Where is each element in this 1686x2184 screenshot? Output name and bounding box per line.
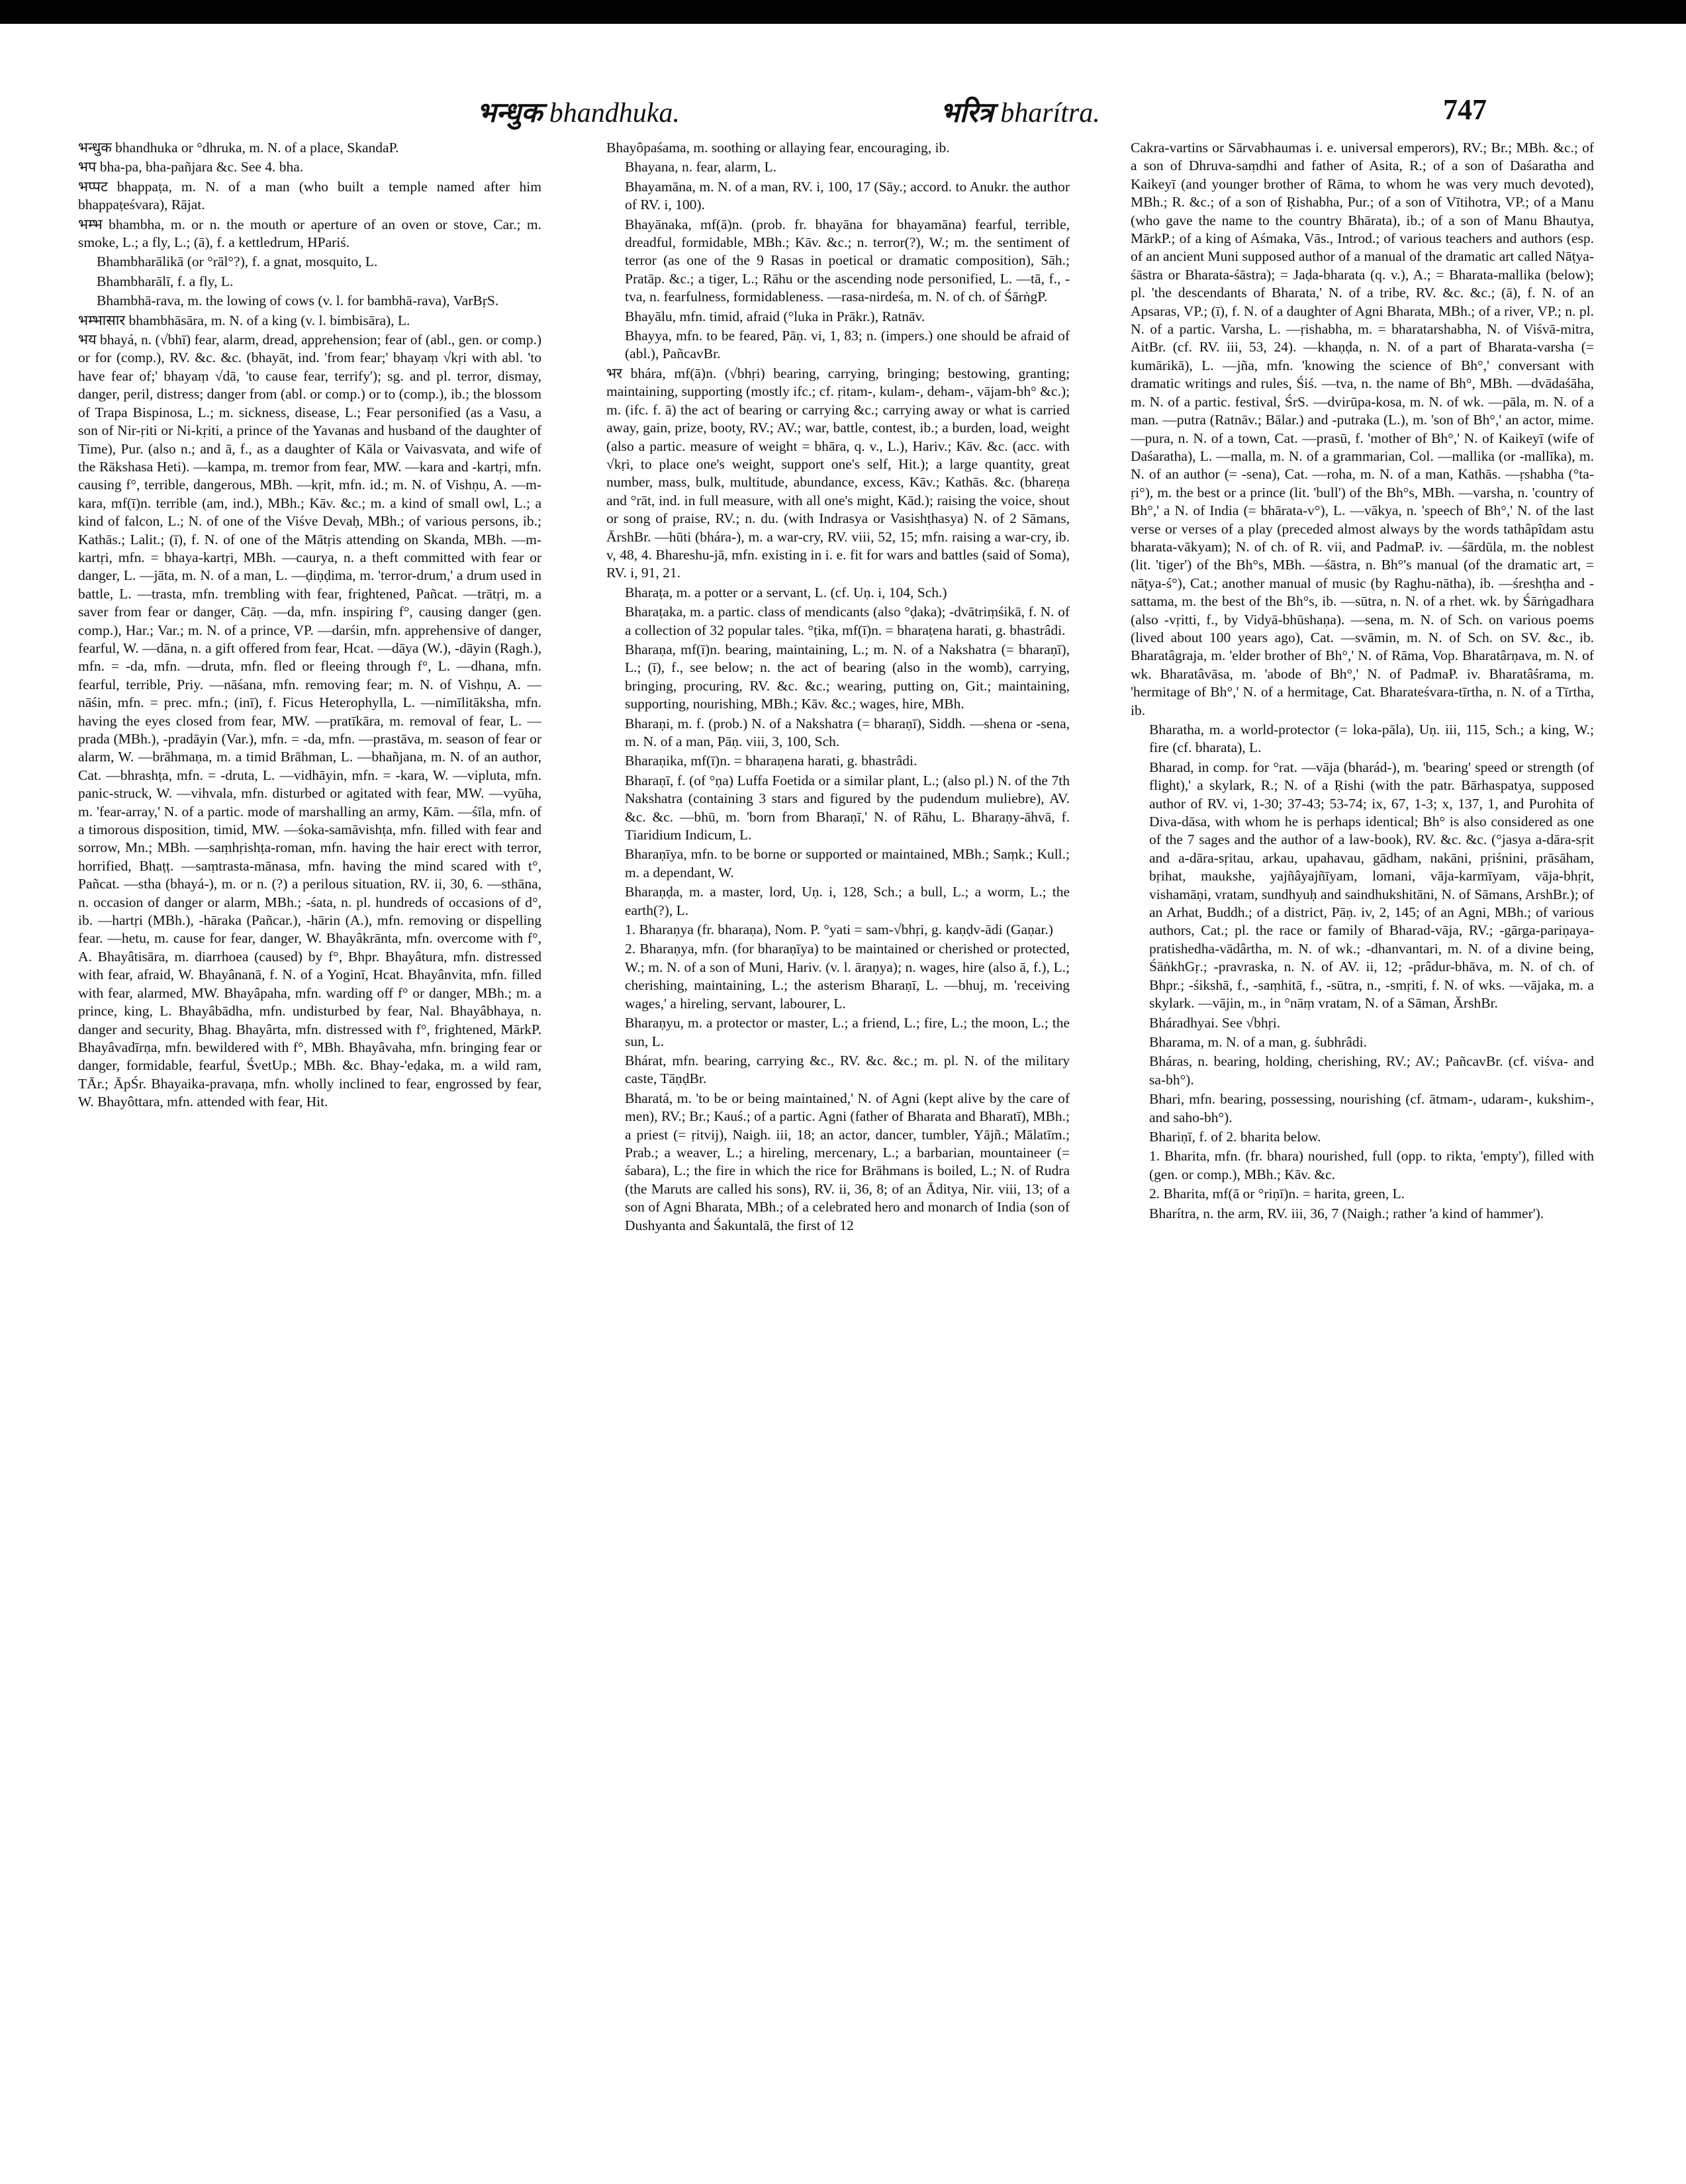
left-head-devanagari: भन्धुक bbox=[477, 96, 543, 128]
entry: Bhárat, mfn. bearing, carrying &c., RV. &c. &c.; m. pl. N. of the military caste, TāṇḍBr. bbox=[625, 1052, 1070, 1087]
entry: भन्धुक bhandhuka or °dhruka, m. N. of a place, SkandaP. bbox=[78, 140, 399, 156]
left-running-head bbox=[477, 93, 680, 130]
entry: भय bhayá, n. (√bhī) fear, alarm, dread, apprehension; fear of (abl., gen. or comp.) or for (comp.), RV. &c. &c. (bhayāt, ind. 'from fear;' bhayaṃ √kṛi with abl. 'to have fear of;' bhayaṃ √dā, 'to cause fear, terrify'); sg. and pl. terror, dismay, danger, peril, distress; danger from (abl. or comp.) or to (comp.), ib.; the blossom of Trapa Bispinosa, L.; m. sickness, disease, L.; Fear personified (as a Vasu, a son of Nir-ṛiti or Ni-kṛiti, a prince of the Yavanas and husband of the daughter of Time), Pur. (also n.; and ā, f., as a daughter of Kāla or Vaivasvata, and wife of the Rākshasa Heti). —kampa, m. tremor from fear, MW. —kara and -kartṛi, mfn. causing f°, terrible, dangerous, MBh. —kṛit, mfn. id.; m. N. of Vishṇu, A. —m-kara, mf(ī)n. terrible (am, ind.), MBh.; Kāv. &c.; m. a kind of small owl, L.; a kind of falcon, L.; N. of one of the Viśve Devaḥ, MBh.; of various persons, ib.; Kathās.; Lalit.; (ī), f. N. of one of the Mātṛis attending on Skanda, MBh. —m-kartṛi, mfn. = bhaya-kartṛi, MBh. —caurya, n. a theft committed with fear or danger, L. —jāta, m. N. of a man, L. —ḍiṇḍima, m. 'terror-drum,' a drum used in battle, L. —trasta, mfn. trembling with fear, frightened, Pañcat. —trātṛi, m. a saver from fear or danger, Cāṇ. —da, mfn. inspiring f°, causing danger (gen. comp.), Har.; Var.; m. N. of a prince, VP. —darśin, mfn. apprehensive of danger, fearful, W. —dāna, n. a gift offered from fear, Hcat. —dāya (W.), -dāyin (Ragh.), mfn. = -da, mfn. —druta, mfn. fled or fleeing through f°, L. —dhana, mfn. fearful, terrible, Priy. —nāśana, mfn. removing fear; m. N. of Vishṇu, A. —nāśin, mfn. = prec. mfn.; (inī), f. Ficus Heterophylla, L. —nimīlitāksha, mfn. having the eyes closed from fear, MW. —pratīkāra, m. removal of fear, L. —prada (MBh.), -pradāyin (Var.), mfn. = -da, mfn. —prastāva, m. season of fear or alarm, W. —brāhmaṇa, m. a timid Brāhman, L. —bhañjana, m. N. of an author, Cat. —bhrashṭa, mfn. = -druta, L. —vidhāyin, mfn. = -kara, W. —vipluta, mfn. panic-struck, W. —vihvala, mfn. disturbed or agitated with fear, MW. —vyūha, m. 'fear-array,' N. of a partic. mode of marshalling an army, Kām. —śīla, mfn. of a timorous disposition, timid, MW. —śoka-samāvishṭa, mfn. filled with fear and sorrow, Mn.; MBh. —saṃhṛishṭa-roman, mfn. having the hair erect with terror, horrified, Bhaṭṭ. —saṃtrasta-mānasa, mfn. having the mind scared with t°, Pañcat. —stha (bhayá-), m. or n. (?) a perilous situation, RV. ii, 30, 6. —sthāna, n. occasion of danger or alarm, MBh.; -śata, n. pl. hundreds of occasions of d°, ib. —hartṛi (MBh.), -hāraka (Pañcar.), -hārin (A.), mfn. removing or dispelling fear. —hetu, m. cause for fear, danger, W. Bhayâkrānta, mfn. overcome with f°, A. Bhayâtisāra, m. diarrhoea (caused) by f°, Bhpr. Bhayâtura, mfn. distressed with fear, afraid, W. Bhayânanā, f. N. of a Yoginī, Hcat. Bhayânvita, mfn. filled with fear, alarmed, MW. Bhayâpaha, mfn. warding off f° or danger, MBh.; m. a prince, king, L. Bhayâbādha, mfn. undisturbed by fear, Nal. Bhayâbhaya, n. danger and security, Bhag. Bhayârta, mfn. distressed with f°, frightened, MārkP. Bhayâvadīrṇa, mfn. bewildered with f°, MBh. Bhayâvaha, mfn. bringing fear or danger, formidable, fearful, ŚvetUp.; MBh. &c. Bhay-'eḍaka, m. a wild ram, TĀr.; ĀpŚr. Bhayaika-pravaṇa, mfn. wholly inclined to fear, engrossed by fear, W. Bhayôttara, mfn. attended with fear, Hit. bbox=[78, 332, 541, 1110]
entry: 2. Bharita, mf(ā or °riṇī)n. = harita, green, L. bbox=[1149, 1186, 1405, 1202]
scan-top-edge bbox=[0, 0, 1686, 24]
entry: भप bha-pa, bha-pañjara &c. See 4. bha. bbox=[78, 159, 304, 175]
entry: Bharaṇḍa, m. a master, lord, Uṇ. i, 128, Sch.; a bull, L.; a worm, L.; the earth(?), L. bbox=[625, 884, 1070, 918]
entry: Bhayamāna, m. N. of a man, RV. i, 100, 17 (Sāy.; accord. to Anukr. the author of RV. i, 100). bbox=[625, 178, 1070, 213]
entry: Bhari, mfn. bearing, possessing, nourishing (cf. ātmam-, udaram-, kukshim-, and saho-bh°). bbox=[1149, 1091, 1594, 1125]
entry: Bhayana, n. fear, alarm, L. bbox=[625, 159, 776, 175]
entry: Bharaṇi, m. f. (prob.) N. of a Nakshatra (= bharaṇī), Siddh. —shena or -sena, m. N. of a man, Pāṇ. viii, 3, 100, Sch. bbox=[625, 715, 1070, 749]
entry: Bhariṇī, f. of 2. bharita below. bbox=[1149, 1128, 1321, 1145]
entry: Bharatha, m. a world-protector (= loka-pāla), Uṇ. iii, 115, Sch.; a king, W.; fire (cf. bharata), L. bbox=[1149, 722, 1594, 756]
entry: 1. Bharaṇya (fr. bharaṇa), Nom. P. °yati = sam-√bhṛi, g. kaṇḍv-ādi (Gaṇar.) bbox=[625, 922, 1053, 938]
entry: Bháradhyai. See √bhṛi. bbox=[1149, 1014, 1281, 1031]
entry: 2. Bharaṇya, mfn. (for bharaṇīya) to be maintained or cherished or protected, W.; m. N. of a son of Muni, Hariv. (v. l. āraṇya); n. wages, hire (also ā, f.), L.; cherishing, maintaining, L.; the asterism Bharaṇī, L. —bhuj, m. 'receiving wages,' a hireling, servant, labourer, L. bbox=[625, 941, 1070, 1012]
entry: भम्भ bhambha, m. or n. the mouth or aperture of an oven or stove, Car.; m. smoke, L.; a fly, L.; (ā), f. a kettledrum, HPariś. bbox=[78, 216, 541, 251]
page-number: 747 bbox=[1443, 93, 1487, 126]
entry: Bhambharālī, f. a fly, L. bbox=[97, 273, 234, 289]
entry: Bharaṭaka, m. a partic. class of mendicants (also °ḍaka); -dvātriṃśikā, f. N. of a collection of 32 popular tales. °ṭika, mf(ī)n. = bharaṭena harati, g. bhastrâdi. bbox=[625, 604, 1070, 638]
entry: Bhayālu, mfn. timid, afraid (°luka in Prākr.), Ratnāv. bbox=[625, 308, 925, 324]
entry: Bharaṇī, f. (of °ṇa) Luffa Foetida or a similar plant, L.; (also pl.) N. of the 7th Nakshatra (containing 3 stars and figured by the pudendum muliebre), AV. &c. &c. —bhū, m. 'born from Bharaṇī,' N. of Rāhu, L. Bharaṇy-āhvā, f. Tiaridium Indicum, L. bbox=[625, 772, 1070, 843]
entry: Bhambharālikā (or °rāl°?), f. a gnat, mosquito, L. bbox=[97, 254, 378, 270]
entry: भप्पट bhappaṭa, m. N. of a man (who built a temple named after him bhappaṭeśvara), Rājat. bbox=[78, 178, 541, 213]
entry: Bhayānaka, mf(ā)n. (prob. fr. bhayāna for bhayamāna) fearful, terrible, dreadful, formidable, MBh.; Kāv. &c.; n. terror(?), W.; m. the sentiment of terror (as one of the 9 Rasas in poetical or dramatic composition), Sāh.; Pratāp. &c.; a tiger, L.; Rāhu or the ascending node personified, L. —tā, f., -tva, n. fearfulness, formidableness. —rasa-nirdeśa, m. N. of ch. of ŚārṅgP. bbox=[625, 216, 1070, 305]
entry: Bharaṇyu, m. a protector or master, L.; a friend, L.; fire, L.; the moon, L.; the sun, L. bbox=[625, 1015, 1070, 1049]
left-head-word: bhandhuka. bbox=[549, 98, 680, 128]
center-head-word: bharítra. bbox=[1000, 98, 1100, 128]
entry: Bharaṭa, m. a potter or a servant, L. (cf. Uṇ. i, 104, Sch.) bbox=[625, 584, 947, 600]
entry: Bharaṇa, mf(ī)n. bearing, maintaining, L.; m. N. of a Nakshatra (= bharaṇī), L.; (ī), f., see below; n. the act of bearing (also in the womb), carrying, bringing, procuring, RV. &c. &c.; wearing, putting on, Git.; maintaining, supporting, nourishing, MBh.; Kāv. &c.; wages, hire, MBh. bbox=[625, 641, 1070, 712]
page-header bbox=[0, 93, 1686, 132]
entry: Bháras, n. bearing, holding, cherishing, RV.; AV.; PañcavBr. (cf. viśva- and sa-bh°). bbox=[1149, 1053, 1594, 1088]
entry: Cakra-vartins or Sārvabhaumas i. e. universal emperors), RV.; Br.; MBh. &c.; of a son of Dhruva-saṃdhi and father of Asita, R.; of a son of Daśaratha and Kaikeyī (and younger brother of Rāma, to whom he was very much devoted), MBh.; R. &c.; of a son of Ṛishabha, Pur.; of a son of Vītihotra, VP.; of a Manu (who gave the name to the country Bhārata), ib.; of a son of Manu Bhautya, MārkP.; of a king of Aśmaka, Vās., Introd.; of various teachers and authors (esp. of an ancient Muni supposed author of a manual of the dramatic art called Nāṭya-śāstra or Bharata-śāstra); = Jaḍa-bharata (q. v.), A.; = Bharata-mallika (below); pl. 'the descendants of Bharata,' N. of a tribe, RV. &c. &c.; (ā), f. N. of an Apsaras, VP.; (ī), f. N. of a daughter of Agni Bharata, MBh.; of a river, VP.; n. pl. N. of a partic. Varsha, L. —ṛishabha, m. = bharatarshabha, N. of Viśvā-mitra, AitBr. (cf. RV. iii, 53, 24). —khaṇḍa, n. N. of a part of Bharata-varsha (= kumārikā), L. —jña, mfn. 'knowing the science of Bh°,' conversant with dramatic writings and rules, Śiś. —tva, n. the name of Bh°, MBh. —dvādaśāha, m. N. of a partic. festival, ŚrS. —dvirūpa-kosa, m. N. of wk. —pāla, m. N. of a man. —putra (Ratnāv.; Bālar.) and -putraka (L.), m. 'son of Bh°,' an actor, mime. —pura, n. N. of a town, Cat. —prasū, f. 'mother of Bh°,' N. of Kaikeyī (wife of Daśaratha), L. —malla, m. N. of a grammarian, Col. —mallika (or -mallīka), m. N. of an author (= -sena), Cat. —roha, m. N. of a man, Kathās. —ṛshabha (°ta-ṛi°), m. the best or a prince (lit. 'bull') of the Bh°s, MBh. —varsha, n. 'country of Bh°,' a N. of India (= bhārata-v°), L. —vākya, n. 'speech of Bh°,' N. of the last verse or verses of a play (preceded almost always by the words tathâpîdam astu bharata-vākyam); N. of ch. of R. vii, and PadmaP. iv. —śārdūla, m. the noblest (lit. 'tiger') of the Bh°s, MBh. —śāstra, n. Bh°'s manual (of the dramatic art, = nāṭya-ś°), Cat.; another manual of music (by Raghu-nātha), ib. —śreshṭha and -sattama, m. the best of the Bh°s, ib. —sūtra, n. N. of a rhet. wk. by Śārṅgadhara (also -vṛitti, f., by Vidyā-bhūshaṇa). —sena, m. N. of Sch. on various poems (lived about 100 years ago), Cat. —svāmin, m. N. of Sch. on SV. &c., ib. Bharatâgraja, m. 'elder brother of Bh°,' N. of Rāma, Vop. Bharatârṇava, m. N. of wk. Bharatâvāsa, m. 'abode of Bh°,' N. of PadmaP. iv. Bharatâśrama, m. 'hermitage of Bh°,' N. of a hermitage, Cat. Bharateśvara-tīrtha, n. N. of a Tīrtha, ib. bbox=[1131, 140, 1594, 718]
entry: Bharama, m. N. of a man, g. śubhrâdi. bbox=[1149, 1033, 1367, 1050]
entry: Bhayya, mfn. to be feared, Pāṇ. vi, 1, 83; n. (impers.) one should be afraid of (abl.), PañcavBr. bbox=[625, 328, 1070, 362]
entry: Bharítra, n. the arm, RV. iii, 36, 7 (Naigh.; rather 'a kind of hammer'). bbox=[1149, 1205, 1544, 1221]
entry: Bharatá, m. 'to be or being maintained,' N. of Agni (kept alive by the care of men), RV.; Br.; Kauś.; of a partic. Agni (father of Bharata and Bharatī), MBh.; a priest (= ṛitvij), Naigh. iii, 18; an actor, dancer, tumbler, Yājñ.; Mālatīm.; Prab.; a weaver, L.; a hireling, mercenary, L.; a barbarian, mountaineer (= śabara), L.; the fire in which the rice for Brāhmans is boiled, L.; N. of Rudra (the Maruts are called his sons), RV. ii, 36, 8; of an Āditya, Nir. viii, 13; of a son of Agni Bharata, MBh.; of a celebrated hero and monarch of India (son of Dushyanta and Śakuntalā, the first of 12 bbox=[625, 1090, 1070, 1233]
column-1 bbox=[78, 139, 541, 2165]
entry: भर bhára, mf(ā)n. (√bhṛi) bearing, carrying, bringing; bestowing, granting; maintaining, supporting (mostly ifc.; cf. ṛitam-, kulam-, deham-, vājam-bh° &c.); m. (ifc. f. ā) the act of bearing or carrying &c.; carrying away or what is carried away, gain, prize, booty, RV.; AV.; war, battle, contest, ib.; a burden, load, weight (also a partic. measure of weight = bhāra, q. v., L.), Hariv.; Kāv. &c. (acc. with √kṛi, to place one's weight, support one's self, Hit.); a large quantity, great number, mass, bulk, multitude, abundance, excess, Kāv.; Kathās. &c. (bhareṇa and °rāt, ind. in full measure, with all one's might, Kād.); raising the voice, shout or song of praise, RV.; n. du. (with Indrasya or Vasishṭhasya) N. of 2 Sāmans, ĀrshBr. —hūti (bhára-), m. a war-cry, RV. viii, 52, 15; mfn. raising a war-cry, ib. v, 48, 4. Bhareshu-jā, mfn. existing in i. e. fit for wars and battles (said of Soma), RV. i, 91, 21. bbox=[606, 365, 1070, 581]
center-running-head bbox=[940, 93, 1100, 130]
column-2 bbox=[606, 139, 1070, 2165]
entry: भम्भासार bhambhāsāra, m. N. of a king (v. l. bimbisāra), L. bbox=[78, 312, 410, 328]
entry: 1. Bharita, mfn. (fr. bhara) nourished, full (opp. to rikta, 'empty'), filled with (gen. or comp.), MBh.; Kāv. &c. bbox=[1149, 1148, 1594, 1182]
entry: Bharad, in comp. for °rat. —vāja (bharád-), m. 'bearing' speed or strength (of flight),' a skylark, R.; N. of a Ṛishi (with the patr. Bārhaspatya, supposed author of RV. vi, 1-30; 37-43; 53-74; ix, 67, 1-3; x, 137, 1, and Purohita of Diva-dāsa, with whom he is perhaps identical; Bh° is also considered as one of the 7 sages and the author of a law-book), RV. &c. &c. (°jasya a-dāra-sṛit and a-dāra-sṛitau, arkau, upahavau, gādham, nakāni, pṛiśnini, prāsāham, bṛihat, maukshe, yajñâyajñīyam, lomani, vāja-karmīyam, vāja-bhṛit, vishamāṇi, vratam, sundhyuḥ and saindhukshitāni, N. of Sāmans, ArshBr.); of an Arhat, Buddh.; of a district, Pāṇ. iv, 2, 145; of an Agni, MBh.; of various authors, Cat.; pl. the race or family of Bharad-vāja, RV.; -gārga-pariṇaya-pratishedha-vādârtha, m. N. of wk.; -dhanvantari, m. N. of a divine being, ŚāṅkhGṛ.; -pravraska, n. N. of AV. ii, 12; -prâdur-bhāva, m. N. of ch. of Bhpr.; -śikshā, f., -saṃhitā, f., -sūtra, n., -smṛiti, f. N. of wks. —vājaka, m. a skylark. —vājin, m., in °nāṃ vratam, N. of a Sāman, ĀrshBr. bbox=[1149, 759, 1594, 1012]
column-3 bbox=[1131, 139, 1594, 2165]
entry: Bharaṇīya, mfn. to be borne or supported or maintained, MBh.; Saṃk.; Kull.; m. a dependant, W. bbox=[625, 846, 1070, 880]
entry: Bhambhā-rava, m. the lowing of cows (v. l. for bambhā-rava), VarBṛS. bbox=[97, 293, 499, 309]
entry: Bhayôpaśama, m. soothing or allaying fear, encouraging, ib. bbox=[606, 140, 950, 156]
center-head-devanagari: भरित्र bbox=[940, 96, 994, 128]
entry: Bharaṇika, mf(ī)n. = bharaṇena harati, g. bhastrâdi. bbox=[625, 753, 917, 769]
